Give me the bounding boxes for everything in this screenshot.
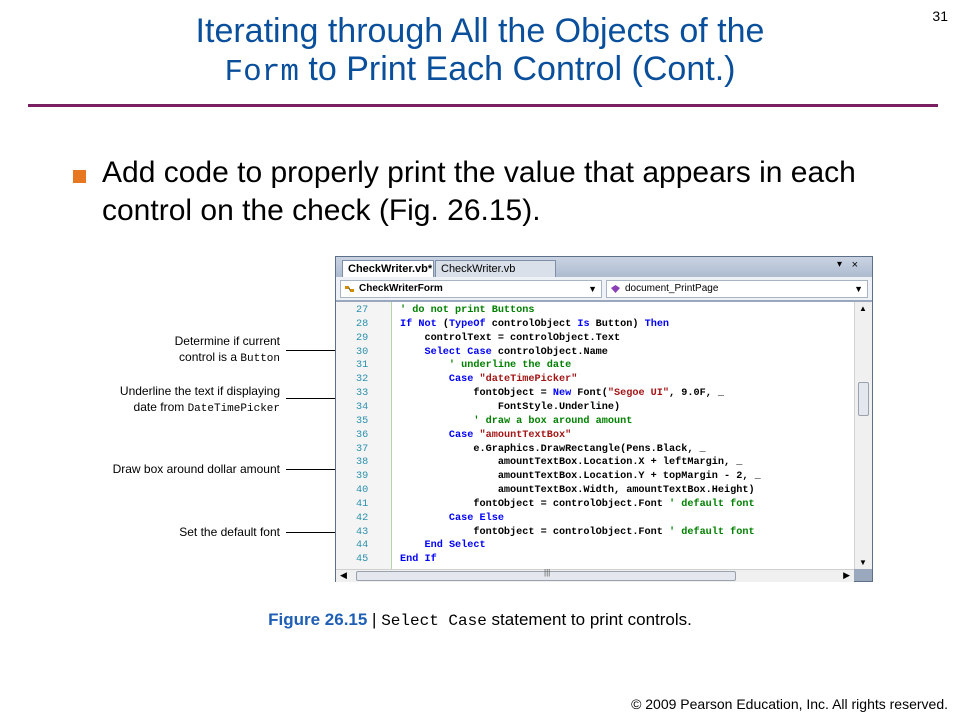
title-form-keyword: Form [224, 55, 299, 90]
code-text: fontObject = controlObject.Font ' default font [400, 498, 755, 510]
copyright-notice: © 2009 Pearson Education, Inc. All rights reserved. [631, 696, 948, 712]
caption-rest: statement to print controls. [486, 610, 692, 629]
scroll-left-icon[interactable]: ◀ [340, 570, 347, 580]
grip-icon: ||| [544, 568, 551, 577]
callout-determine-line1: Determine if current [174, 334, 280, 348]
tab-menu-icon[interactable]: ▾ [836, 259, 842, 270]
code-text: amountTextBox.Location.X + leftMargin, _ [400, 457, 749, 469]
code-text: Select Case controlObject.Name [424, 346, 615, 358]
line-number: 39 [356, 471, 369, 483]
line-number: 36 [356, 429, 369, 441]
scroll-up-icon[interactable]: ▲ [859, 304, 867, 313]
line-number: 30 [356, 346, 369, 358]
callout-default-font: Set the default font [179, 525, 280, 539]
code-line[interactable] [336, 332, 854, 345]
figure-caption [0, 610, 960, 630]
line-number: 43 [356, 526, 369, 538]
callout-underline-line1: Underline the text if displaying [119, 384, 280, 398]
caption-select-case: Select Case [381, 612, 487, 630]
code-text: End If [400, 554, 437, 566]
code-line[interactable] [336, 553, 854, 566]
navigation-bar [336, 277, 872, 301]
line-number: 42 [356, 512, 369, 524]
chevron-down-icon[interactable]: ▼ [588, 284, 597, 294]
code-line[interactable] [336, 512, 854, 525]
code-text: fontObject = controlObject.Font ' default font [400, 526, 755, 538]
code-text: ' draw a box around amount [473, 415, 633, 427]
line-number: 38 [356, 457, 369, 469]
code-text: amountTextBox.Width, amountTextBox.Height) [400, 485, 761, 497]
line-number: 41 [356, 498, 369, 510]
callout-determine-text: control is a [179, 350, 241, 364]
code-line[interactable] [336, 484, 854, 497]
code-line[interactable] [336, 415, 854, 428]
horizontal-scrollbar[interactable] [336, 569, 854, 582]
title-divider [28, 104, 938, 107]
slide-title [0, 12, 960, 92]
code-text: If Not (TypeOf controlObject Is Button) Then [400, 318, 670, 330]
code-line[interactable] [336, 539, 854, 552]
vertical-scroll-thumb[interactable] [858, 382, 869, 416]
code-line[interactable] [336, 346, 854, 359]
callout-datetimepicker-type: DateTimePicker [187, 403, 280, 415]
code-line[interactable] [336, 526, 854, 539]
code-line[interactable] [336, 429, 854, 442]
code-line[interactable] [336, 498, 854, 511]
bullet-text: Add code to properly print the value that appears in each control on the check (Fig. 26.15). [102, 156, 856, 227]
class-selector-value: CheckWriterForm [359, 283, 443, 294]
title-line-1: Iterating through All the Objects of the [195, 12, 765, 50]
code-text: ' underline the date [448, 360, 572, 372]
line-number: 45 [356, 554, 369, 566]
tab-checkwriter-code[interactable]: CheckWriter.vb* [342, 260, 434, 277]
caption-separator: | [367, 610, 382, 629]
code-text: amountTextBox.Location.Y + topMargin - 2, _ [400, 471, 767, 483]
line-number: 44 [356, 540, 369, 552]
code-text: Case "dateTimePicker" [448, 374, 578, 386]
code-line[interactable] [336, 470, 854, 483]
ide-window [335, 256, 873, 582]
callout-determine-button [10, 333, 280, 367]
code-line[interactable] [336, 443, 854, 456]
method-selector[interactable] [606, 280, 868, 298]
code-editor[interactable] [336, 302, 854, 569]
code-line[interactable] [336, 304, 854, 317]
callout-underline-date [10, 383, 280, 417]
class-selector[interactable] [340, 280, 602, 298]
code-line[interactable] [336, 387, 854, 400]
scroll-right-icon[interactable]: ▶ [843, 570, 850, 580]
code-text: Case Else [448, 512, 504, 524]
code-text: End Select [424, 540, 486, 552]
callout-underline-line2 [10, 399, 280, 417]
document-tab-bar [336, 257, 872, 277]
bullet-marker-icon [73, 170, 86, 183]
close-icon[interactable]: × [851, 259, 858, 271]
code-line[interactable] [336, 359, 854, 372]
callout-button-type: Button [240, 353, 280, 365]
class-icon [344, 284, 355, 294]
line-number: 40 [356, 485, 369, 497]
code-text: controlText = controlObject.Text [400, 332, 627, 344]
line-number: 35 [356, 415, 369, 427]
page-number: 31 [932, 8, 948, 24]
callout-underline-text: date from [133, 400, 188, 414]
code-text: ' do not print Buttons [400, 305, 535, 316]
code-line[interactable] [336, 318, 854, 331]
scroll-down-icon[interactable]: ▼ [859, 558, 867, 567]
chevron-down-icon[interactable]: ▼ [854, 284, 863, 294]
line-number: 27 [356, 305, 369, 316]
line-number: 29 [356, 332, 369, 344]
line-number: 28 [356, 318, 369, 330]
line-number: 33 [356, 388, 369, 400]
figure-number: Figure 26.15 [268, 610, 368, 629]
method-selector-value: document_PrintPage [625, 283, 719, 294]
code-text: fontObject = New Font("Segoe UI", 9.0F, _ [400, 388, 731, 400]
line-number: 34 [356, 401, 369, 413]
callout-determine-line2 [10, 349, 280, 367]
code-line[interactable] [336, 456, 854, 469]
vertical-scrollbar[interactable] [854, 302, 872, 569]
title-line-2-rest: to Print Each Control (Cont.) [298, 50, 736, 88]
callout-draw-box: Draw box around dollar amount [112, 462, 280, 476]
line-number: 31 [356, 360, 369, 372]
code-text: Case "amountTextBox" [448, 429, 572, 441]
line-number: 37 [356, 443, 369, 455]
code-text: FontStyle.Underline) [400, 401, 627, 413]
line-number: 32 [356, 374, 369, 386]
method-icon [610, 284, 621, 294]
code-line[interactable] [336, 373, 854, 386]
title-line-2 [0, 50, 960, 92]
code-line[interactable] [336, 401, 854, 414]
code-text: e.Graphics.DrawRectangle(Pens.Black, _ [400, 443, 712, 455]
tab-checkwriter-design[interactable]: CheckWriter.vb [435, 260, 556, 277]
